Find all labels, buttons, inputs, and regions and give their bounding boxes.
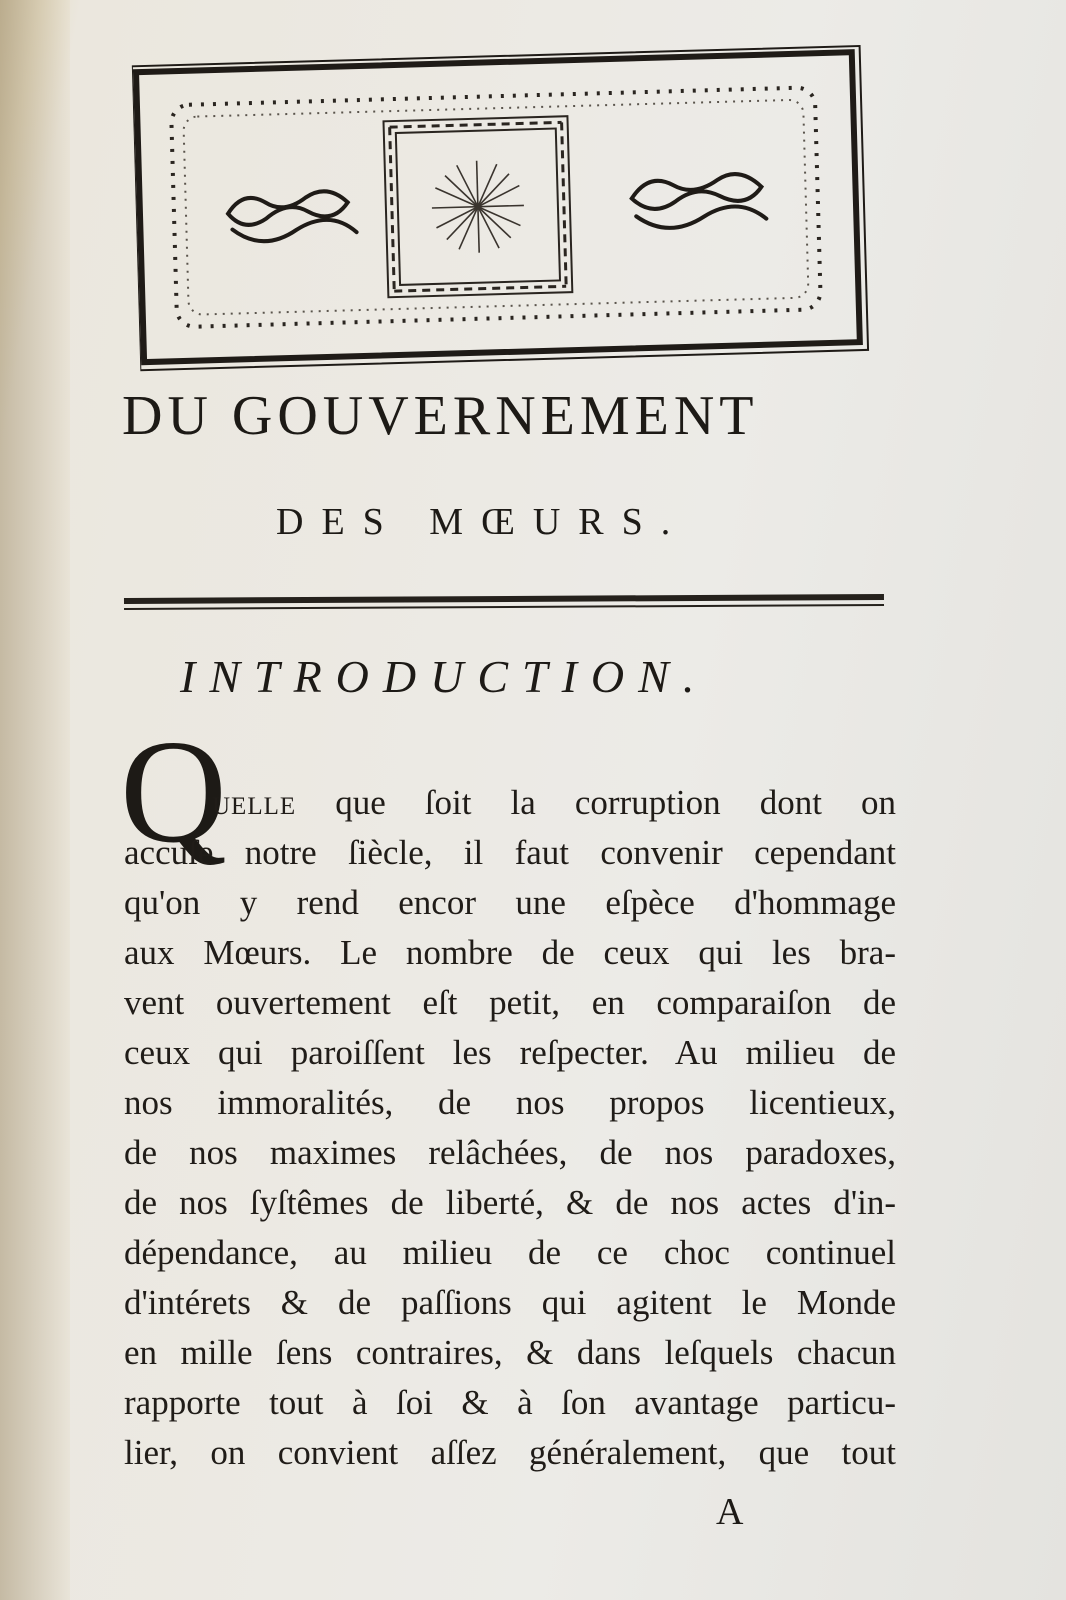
ornamental-header-band bbox=[132, 42, 877, 377]
text-line: en mille ſens contraires, & dans leſquels chacun bbox=[124, 1333, 896, 1372]
text-line: rapporte tout à ſoi & à ſon avantage particu- bbox=[124, 1383, 896, 1422]
text-line: accuſe notre ſiècle, il faut convenir cependant bbox=[124, 833, 896, 872]
section-heading: INTRODUCTION. bbox=[180, 651, 709, 702]
page-subtitle: DES MŒURS. bbox=[276, 501, 689, 543]
text-line: aux Mœurs. Le nombre de ceux qui les bra- bbox=[124, 933, 896, 972]
text-line: lier, on convient aſſez généralement, que tout bbox=[124, 1433, 896, 1472]
body-text bbox=[124, 778, 896, 1478]
page-title: DU GOUVERNEMENT bbox=[122, 385, 759, 447]
drop-cap: Q bbox=[120, 710, 227, 874]
text-line: ceux qui paroiſſent les reſpecter. Au milieu de bbox=[124, 1033, 896, 1072]
text-line: de nos ſyſtêmes de liberté, & de nos actes d'in- bbox=[124, 1183, 896, 1222]
signature-mark: A bbox=[716, 1491, 744, 1533]
text-line: qu'on y rend encor une eſpèce d'hommage bbox=[124, 883, 896, 922]
text-line: d'intérets & de paſſions qui agitent le Monde bbox=[124, 1283, 896, 1322]
text-line: nos immoralités, de nos propos licentieux, bbox=[124, 1083, 896, 1122]
spine-shadow bbox=[0, 0, 70, 1600]
text-line: vent ouvertement eſt petit, en comparaiſon de bbox=[124, 983, 896, 1022]
text-line: dépendance, au milieu de ce choc continuel bbox=[124, 1233, 896, 1272]
text-line: de nos maximes relâchées, de nos paradoxes, bbox=[124, 1133, 896, 1172]
text-line bbox=[124, 778, 896, 828]
double-rule-divider bbox=[124, 594, 884, 612]
text-line-content: que ſoit la corruption dont on bbox=[335, 783, 896, 822]
first-word-small-caps: uelle bbox=[212, 783, 297, 822]
